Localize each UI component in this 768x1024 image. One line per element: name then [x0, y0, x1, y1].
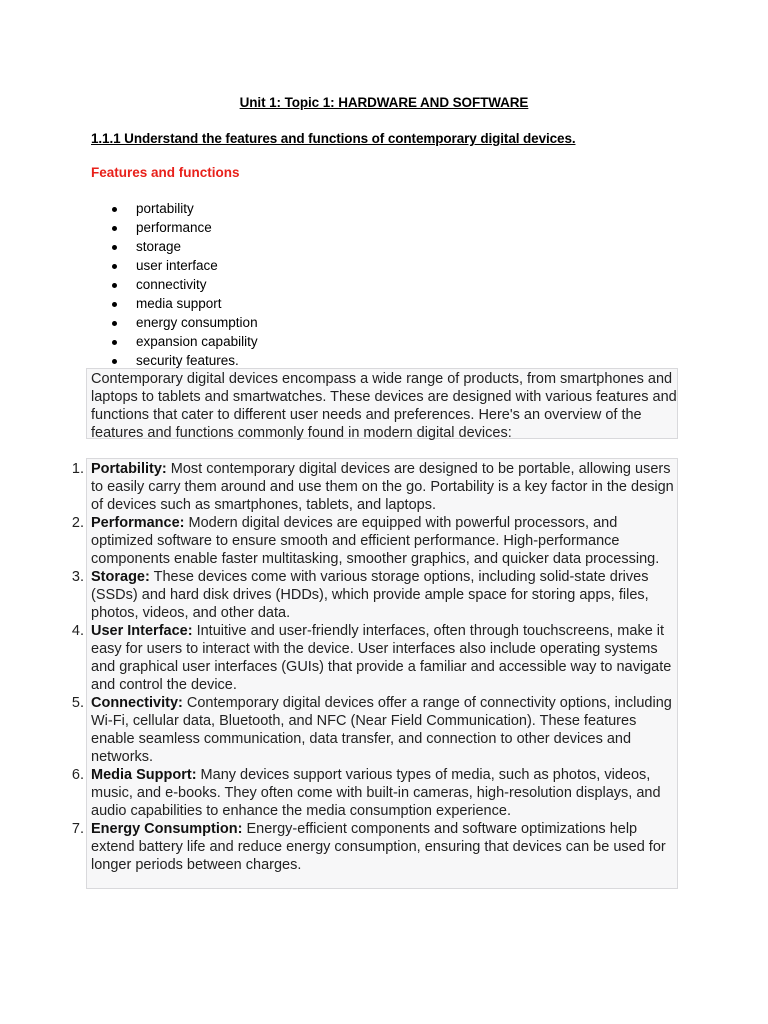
bullet-icon [112, 226, 117, 231]
detail-term: Performance: [91, 515, 185, 531]
detail-item: 2. Performance: Modern digital devices are equipped with powerful processors, and optimized software to ensure smooth and efficient performance. High-performance components enable faster multitasking, smoother graphics, and quicker data processing. [71, 515, 660, 567]
detail-text: Contemporary digital devices offer a range of connectivity options, including Wi-Fi, cellular data, Bluetooth, and NFC (Near Field Communication). These features enable seamless communication, data transfer, and connection to other devices and networks. [91, 695, 672, 765]
detail-item: 7. Energy Consumption: Energy-efficient components and software optimizations help extend battery life and reduce energy consumption, ensuring that devices can be used for longer periods between charges. [71, 821, 666, 873]
list-item: performance [108, 218, 258, 237]
list-item: storage [108, 237, 258, 256]
list-item: portability [108, 199, 258, 218]
detail-term: Connectivity: [91, 695, 183, 711]
detail-term: User Interface: [91, 623, 193, 639]
bullet-icon [112, 321, 117, 326]
bullet-icon [112, 264, 117, 269]
bullet-icon [112, 340, 117, 345]
list-item: energy consumption [108, 313, 258, 332]
details-list-panel [71, 458, 678, 889]
intro-text: Contemporary digital devices encompass a wide range of products, from smartphones and laptops to tablets and smartwatches. These devices are designed with various features and functions that cater to different user needs and preferences. Here's an overview of the features and functions commonly found in modern digital devices: [91, 371, 677, 441]
list-item: security features. [108, 351, 258, 370]
detail-term: Storage: [91, 569, 150, 585]
bullet-icon [112, 283, 117, 288]
detail-text: Most contemporary digital devices are designed to be portable, allowing users to easily carry them around and use them on the go. Portability is a key factor in the design of devices such as smartphones, tablets, and laptops. [91, 461, 674, 513]
intro-paragraph [86, 368, 678, 439]
detail-term: Portability: [91, 461, 167, 477]
detail-text: Energy-efficient components and software optimizations help extend battery life and reduce energy consumption, ensuring that devices can be used for longer periods between charges. [91, 821, 666, 873]
detail-item: 4. User Interface: Intuitive and user-friendly interfaces, often through touchscreens, make it easy for users to interact with the device. User interfaces also include operating systems and graphical user interfaces (GUIs) that provide a familiar and accessible way to navigate and control the device. [71, 623, 672, 693]
detail-item: 6. Media Support: Many devices support various types of media, such as photos, videos, music, and e-books. They often come with built-in cameras, high-resolution displays, and audio capabilities to enhance the media consumption experience. [71, 767, 661, 819]
detail-term: Energy Consumption: [91, 821, 243, 837]
detail-item: 1. Portability: Most contemporary digital devices are designed to be portable, allowing users to easily carry them around and use them on the go. Portability is a key factor in the design of devices such as smartphones, tablets, and laptops. [71, 461, 674, 513]
document-title: Unit 1: Topic 1: HARDWARE AND SOFTWARE [239, 95, 529, 110]
list-item: expansion capability [108, 332, 258, 351]
bullet-icon [112, 302, 117, 307]
list-item: media support [108, 294, 258, 313]
detail-text: Intuitive and user-friendly interfaces, often through touchscreens, make it easy for users to interact with the device. User interfaces also include operating systems and graphical user interfaces (GUIs) that provide a familiar and accessible way to navigate and control the device. [91, 623, 672, 693]
detail-text: Modern digital devices are equipped with powerful processors, and optimized software to ensure smooth and efficient performance. High-performance components enable faster multitasking, smoother graphics, and quicker data processing. [91, 515, 660, 567]
list-item: connectivity [108, 275, 258, 294]
details-list [71, 460, 677, 874]
features-heading: Features and functions [91, 165, 240, 180]
bullet-icon [112, 207, 117, 212]
detail-item: 5. Connectivity: Contemporary digital devices offer a range of connectivity options, including Wi-Fi, cellular data, Bluetooth, and NFC (Near Field Communication). These features enable seamless communication, data transfer, and connection to other devices and networks. [71, 695, 672, 765]
detail-term: Media Support: [91, 767, 197, 783]
detail-text: These devices come with various storage options, including solid-state drives (SSDs) and hard disk drives (HDDs), which provide ample space for storing apps, files, photos, videos, and other data. [91, 569, 649, 621]
detail-item: 3. Storage: These devices come with various storage options, including solid-state drives (SSDs) and hard disk drives (HDDs), which provide ample space for storing apps, files, photos, videos, and other data. [71, 569, 649, 621]
section-subtitle: 1.1.1 Understand the features and functions of contemporary digital devices. [91, 131, 576, 146]
detail-text: Many devices support various types of media, such as photos, videos, music, and e-books. They often come with built-in cameras, high-resolution displays, and audio capabilities to enhance the media consumption experience. [91, 767, 661, 819]
bullet-icon [112, 359, 117, 364]
list-item: user interface [108, 256, 258, 275]
bullet-icon [112, 245, 117, 250]
features-list [108, 199, 258, 370]
